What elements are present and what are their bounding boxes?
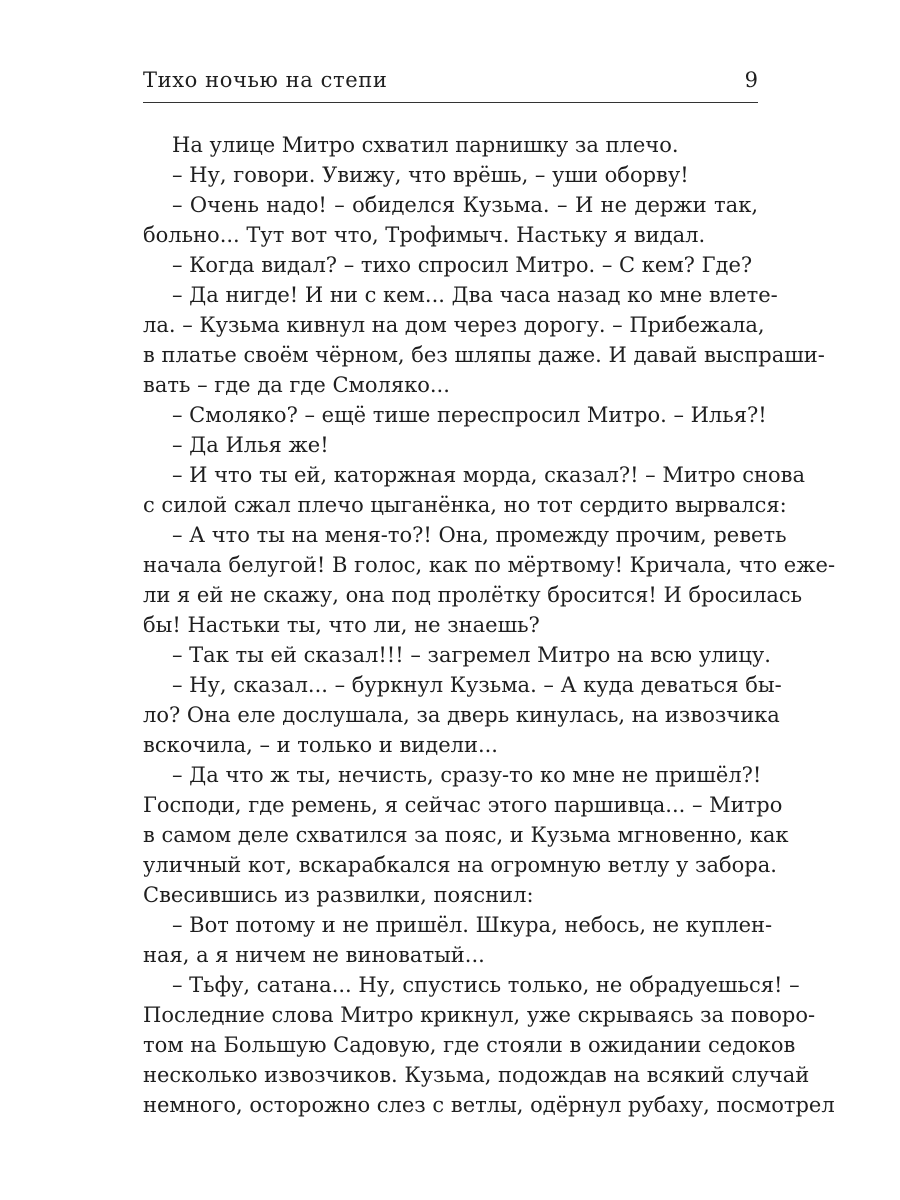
text-line: в самом деле схватился за пояс, и Кузьма мгновенно, как (143, 823, 789, 847)
running-title: Тихо ночью на степи (143, 68, 388, 92)
text-line: ло? Она еле дослушала, за дверь кинулась, на извозчика (143, 703, 780, 727)
text-line: Последние слова Митро крикнул, уже скрываясь за поворо- (143, 1003, 816, 1027)
text-line: бы! Настьки ты, что ли, не знаешь? (143, 613, 540, 637)
text-line: – Ну, говори. Увижу, что врёшь, – уши оборву! (172, 163, 689, 187)
text-line: больно... Тут вот что, Трофимыч. Настьку я видал. (143, 223, 706, 247)
text-line: – А что ты на меня-то?! Она, промежду прочим, реветь (172, 523, 787, 547)
text-line: – Да Илья же! (172, 433, 329, 457)
text-line: – Очень надо! – обиделся Кузьма. – И не держи так, (172, 193, 758, 217)
text-line: – И что ты ей, каторжная морда, сказал?! – Митро снова (172, 463, 805, 487)
text-line: ла. – Кузьма кивнул на дом через дорогу. – Прибежала, (143, 313, 765, 337)
text-line: – Тьфу, сатана... Ну, спустись только, не обрадуешься! – (172, 973, 800, 997)
page-number: 9 (744, 68, 758, 92)
text-line: – Вот потому и не пришёл. Шкура, небось, не куплен- (172, 913, 773, 937)
text-line: с силой сжал плечо цыганёнка, но тот сердито вырвался: (143, 493, 787, 517)
text-line: – Когда видал? – тихо спросил Митро. – С кем? Где? (172, 253, 753, 277)
text-line: – Ну, сказал... – буркнул Кузьма. – А куда деваться бы- (172, 673, 782, 697)
text-line: Свесившись из развилки, пояснил: (143, 883, 534, 907)
text-line: ли я ей не скажу, она под пролётку бросится! И бросилась (143, 583, 803, 607)
body-text (143, 130, 836, 1120)
text-line: немного, осторожно слез с ветлы, одёрнул рубаху, посмотрел (143, 1093, 835, 1117)
text-line: вскочила, – и только и видели... (143, 733, 498, 757)
text-line: начала белугой! В голос, как по мёртвому! Кричала, что еже- (143, 553, 836, 577)
text-line: – Да нигде! И ни с кем... Два часа назад ко мне влете- (172, 283, 778, 307)
text-line: – Да что ж ты, нечисть, сразу-то ко мне не пришёл?! (172, 763, 762, 787)
text-line: – Смоляко? – ещё тише переспросил Митро. – Илья?! (172, 403, 767, 427)
text-line: Господи, где ремень, я сейчас этого паршивца... – Митро (143, 793, 783, 817)
text-line: ная, а я ничем не виноватый... (143, 943, 485, 967)
running-header (143, 66, 758, 103)
text-line: уличный кот, вскарабкался на огромную ветлу у забора. (143, 853, 777, 877)
text-line: На улице Митро схватил парнишку за плечо. (172, 133, 679, 157)
text-line: – Так ты ей сказал!!! – загремел Митро на всю улицу. (172, 643, 771, 667)
text-line: в платье своём чёрном, без шляпы даже. И давай выспраши- (143, 343, 825, 367)
text-line: вать – где да где Смоляко... (143, 373, 450, 397)
text-line: несколько извозчиков. Кузьма, подождав на всякий случай (143, 1063, 810, 1087)
text-line: том на Большую Садовую, где стояли в ожидании седоков (143, 1033, 796, 1057)
